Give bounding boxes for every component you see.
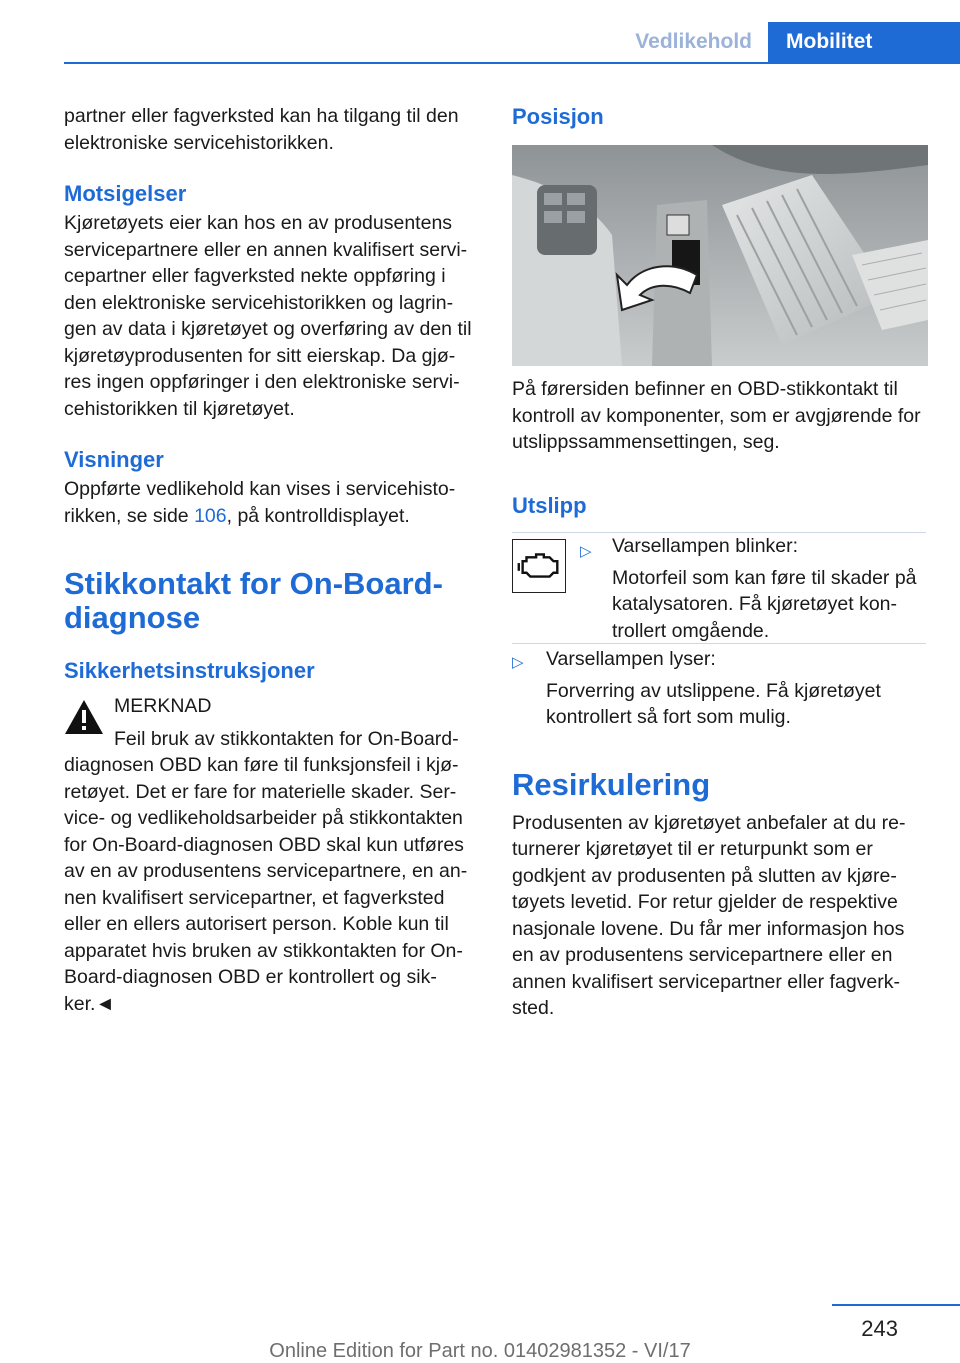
- item-description: Motorfeil som kan føre til skader på katalysatoren. Få kjøretøyet kon-trollert omgående.: [612, 566, 917, 642]
- triangle-bullet-icon: ▷: [580, 542, 592, 560]
- tab-vedlikehold[interactable]: Vedlikehold: [635, 30, 752, 53]
- resirkulering-paragraph: Produsenten av kjøretøyet anbefaler at du re-turnerer kjøretøyet til er returpunkt som er godkjent av produsenten på slutten av kjøre-tøyets levetid. For retur gjelder de respektive nasjonale lovene. Du får mer informasjon hos en av produsentens servicepartnere eller en annen kvalifisert servicepartner eller fagverk-sted.: [512, 811, 906, 1019]
- item-label: Varsellampen blinker:: [612, 534, 799, 557]
- right-column: [512, 100, 926, 1022]
- left-column: [64, 100, 478, 1017]
- posisjon-paragraph: På førersiden befinner en OBD-stikkontakt til kontroll av komponenter, som er avgjørende for utslippssammensettingen, seg.: [512, 378, 921, 453]
- visninger-text-pre: Oppførte vedlikehold kan vises i servicehisto-rikken, se side: [64, 478, 456, 527]
- tab-mobilitet[interactable]: Mobilitet: [768, 22, 960, 62]
- footer-rule: [832, 1304, 960, 1306]
- resirkulering-heading: Resirkulering: [512, 766, 711, 802]
- utslipp-table: [512, 532, 926, 728]
- notice-paragraph: Feil bruk av stikkontakten for On-Board-diagnosen OBD kan føre til funksjonsfeil i kjø-retøyet. Det er fare for materielle skader. Ser-vice- og vedlikeholdsarbeider på stikkontakten for On-Board-diagnosen OBD skal kun utføres av en av produsentens servicepartnere, en an-nen kvalifisert servicepartner, et fagverksted eller en ellers autorisert person. Koble kun til apparatet hvis bruken av stikkontakten for On-Board-diagnosen OBD er kontrollert og sik-ker.◄: [64, 727, 468, 1015]
- visninger-paragraph: [64, 476, 478, 529]
- item-label: Varsellampen lyser:: [546, 647, 716, 670]
- list-item: [512, 644, 926, 728]
- visninger-text-post: , på kontrolldisplayet.: [226, 504, 410, 527]
- visninger-heading: Visninger: [64, 447, 164, 472]
- item-description: Forverring av utslippene. Få kjøretøyet kontrollert så fort som mulig.: [546, 679, 881, 728]
- motsigelser-heading: Motsigelser: [64, 181, 187, 206]
- warning-triangle-icon: [64, 699, 104, 735]
- motsigelser-paragraph: Kjøretøyets eier kan hos en av produsentens servicepartnere eller en annen kvalifisert servi-cepartner eller fagverksted nekte oppføring i den elektroniske servicehistorikken og lagrin-gen av data i kjøretøyet og overføring av den til kjøretøyprodusenten for sitt eierskap. Da gjø-res ingen oppføringer i den elektroniske servi-cehistorikken til kjøretøyet.: [64, 212, 472, 420]
- check-engine-icon: [512, 539, 566, 593]
- page-link-106[interactable]: 106: [194, 504, 227, 527]
- obd-socket-photo: [512, 145, 928, 366]
- page-number: 243: [861, 1316, 898, 1341]
- utslipp-heading: Utslipp: [512, 492, 587, 518]
- safety-heading: Sikkerhetsinstruksjoner: [64, 658, 315, 683]
- edition-footer: Online Edition for Part no. 01402981352 - VI/17: [269, 1340, 691, 1362]
- section-title: Stikkontakt for On-Board-diagnose: [64, 566, 443, 635]
- notice-label: MERKNAD: [114, 695, 212, 717]
- header-rule: [64, 62, 960, 64]
- notice-block: [64, 693, 478, 720]
- intro-paragraph: partner eller fagverksted kan ha tilgang til den elektroniske servicehistorikken.: [64, 105, 459, 154]
- triangle-bullet-icon: ▷: [512, 653, 524, 671]
- section-tabs: [598, 22, 960, 62]
- list-item: [512, 533, 926, 642]
- posisjon-heading: Posisjon: [512, 104, 604, 129]
